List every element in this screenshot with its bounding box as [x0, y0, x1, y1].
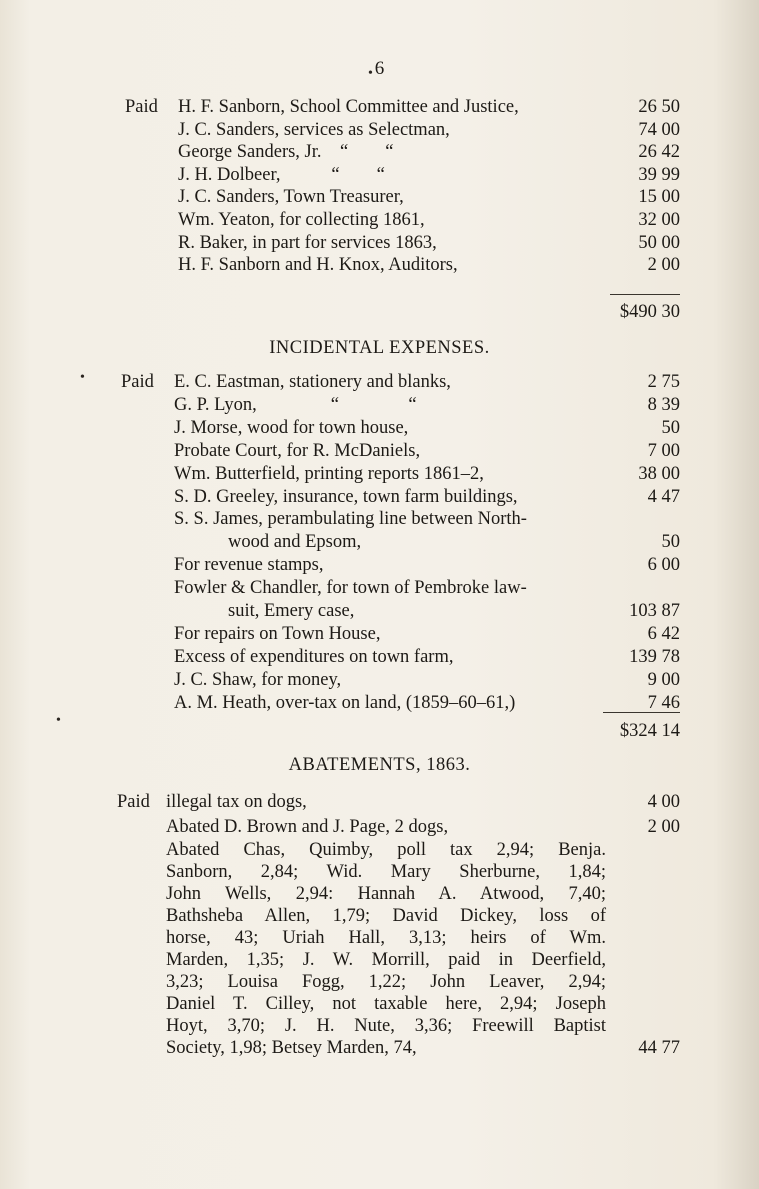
row-description: Wm. Yeaton, for collecting 1861, [178, 210, 425, 230]
ledger-row [0, 463, 759, 485]
row-description: George Sanders, Jr. “ “ [178, 142, 394, 163]
row-lead: Paid [125, 97, 158, 117]
row-amount: 50 00 [638, 232, 680, 253]
ledger-row [0, 692, 759, 714]
row-description: suit, Emery case, [228, 601, 355, 621]
row-description: J. C. Sanders, Town Treasurer, [178, 187, 404, 208]
row-description: E. C. Eastman, stationery and blanks, [174, 372, 451, 392]
incidental-heading: INCIDENTAL EXPENSES. [269, 338, 490, 358]
row-amount: 2 00 [647, 816, 680, 837]
abatements-heading: ABATEMENTS, 1863. [288, 755, 471, 775]
row-description: J. Morse, wood for town house, [174, 417, 409, 438]
row-description: Fowler & Chandler, for town of Pembroke law- [174, 578, 527, 599]
ledger-row [0, 554, 759, 576]
ledger-row [0, 577, 759, 599]
row-description: Probate Court, for R. McDaniels, [174, 440, 421, 461]
row-amount: 32 00 [638, 210, 680, 230]
row-description: G. P. Lyon, “ “ [174, 394, 417, 415]
row-amount: 50 [661, 417, 680, 438]
ledger-row [0, 623, 759, 645]
margin-mark: • [56, 713, 61, 728]
paragraph-line: Abated Chas, Quimby, poll tax 2,94; Benja. [166, 840, 606, 860]
row-description: For repairs on Town House, [174, 623, 381, 644]
row-description: H. F. Sanborn, School Committee and Justice, [178, 97, 519, 117]
paragraph-line: Society, 1,98; Betsey Marden, 74, [166, 1038, 417, 1058]
paragraph-line: Daniel T. Cilley, not taxable here, 2,94; Joseph [166, 994, 606, 1014]
row-amount: 2 75 [647, 372, 680, 392]
row-description: A. M. Heath, over-tax on land, (1859–60–61,) [174, 692, 516, 713]
row-amount: 9 00 [647, 669, 680, 690]
ledger-row [0, 816, 759, 838]
ledger-row [0, 531, 759, 553]
ledger-row [0, 209, 759, 231]
row-amount: 50 [661, 532, 680, 553]
ledger-row [0, 232, 759, 254]
ledger-row [0, 141, 759, 163]
salaries-total: $490 30 [619, 302, 680, 322]
ledger-row [0, 119, 759, 141]
incidental-total-rule [603, 712, 680, 713]
row-description: S. S. James, perambulating line between North- [174, 509, 527, 530]
row-amount: 7 00 [647, 440, 680, 461]
row-amount: 7 46 [647, 692, 680, 713]
row-description: For revenue stamps, [174, 555, 324, 576]
ledger-row [0, 508, 759, 530]
paragraph-line: Bathsheba Allen, 1,79; David Dickey, loss of [166, 906, 606, 926]
ledger-row [0, 394, 759, 416]
ledger-row [0, 600, 759, 622]
row-amount: 26 50 [638, 97, 680, 117]
row-amount: 6 00 [647, 555, 680, 576]
paragraph-line: Marden, 1,35; J. W. Morrill, paid in Deerfield, [166, 950, 606, 970]
row-description: R. Baker, in part for services 1863, [178, 232, 437, 253]
abatements-paragraph [166, 839, 606, 1059]
ledger-row [0, 486, 759, 508]
row-description: J. C. Shaw, for money, [174, 669, 342, 690]
row-amount: 8 39 [647, 394, 680, 415]
abatements-paragraph-amount: 44 77 [638, 1038, 680, 1058]
ledger-row [0, 791, 759, 813]
ledger-row [0, 254, 759, 276]
ledger-row [0, 371, 759, 393]
ledger-row [0, 417, 759, 439]
paragraph-line: Sanborn, 2,84; Wid. Mary Sherburne, 1,84; [166, 862, 606, 882]
margin-mark: • [80, 370, 85, 385]
row-description: wood and Epsom, [228, 532, 362, 553]
ledger-row [0, 186, 759, 208]
ledger-row [0, 646, 759, 668]
row-lead: Paid [121, 372, 154, 392]
incidental-total: $324 14 [619, 721, 680, 741]
row-amount: 15 00 [638, 187, 680, 208]
row-description: S. D. Greeley, insurance, town farm buildings, [174, 486, 518, 507]
salaries-total-rule [610, 294, 680, 295]
row-description: Abated D. Brown and J. Page, 2 dogs, [166, 816, 449, 837]
row-amount: 6 42 [647, 623, 680, 644]
row-amount: 74 00 [638, 119, 680, 140]
row-amount: 4 47 [647, 486, 680, 507]
row-description: Excess of expenditures on town farm, [174, 646, 454, 667]
row-amount: 2 00 [647, 255, 680, 276]
row-description: J. C. Sanders, services as Selectman, [178, 119, 450, 140]
row-amount: 38 00 [638, 463, 680, 484]
page-number: 6 [374, 58, 385, 79]
row-description: illegal tax on dogs, [166, 792, 307, 812]
paragraph-line: John Wells, 2,94: Hannah A. Atwood, 7,40; [166, 884, 606, 904]
row-amount: 139 78 [629, 646, 680, 667]
row-description: H. F. Sanborn and H. Knox, Auditors, [178, 255, 458, 276]
row-description: J. H. Dolbeer, “ “ [178, 164, 385, 185]
paragraph-line: Hoyt, 3,70; J. H. Nute, 3,36; Freewill Baptist [166, 1016, 606, 1036]
row-amount: 103 87 [629, 601, 680, 621]
row-amount: 39 99 [638, 164, 680, 185]
margin-mark: • [368, 66, 373, 81]
row-description: Wm. Butterfield, printing reports 1861–2, [174, 463, 484, 484]
row-lead: Paid [117, 792, 150, 812]
row-amount: 4 00 [647, 792, 680, 812]
paragraph-line: 3,23; Louisa Fogg, 1,22; John Leaver, 2,94; [166, 972, 606, 992]
ledger-row [0, 96, 759, 118]
row-amount: 26 42 [638, 142, 680, 163]
ledger-row [0, 164, 759, 186]
paragraph-line: horse, 43; Uriah Hall, 3,13; heirs of Wm. [166, 928, 606, 948]
ledger-row [0, 440, 759, 462]
ledger-row [0, 669, 759, 691]
